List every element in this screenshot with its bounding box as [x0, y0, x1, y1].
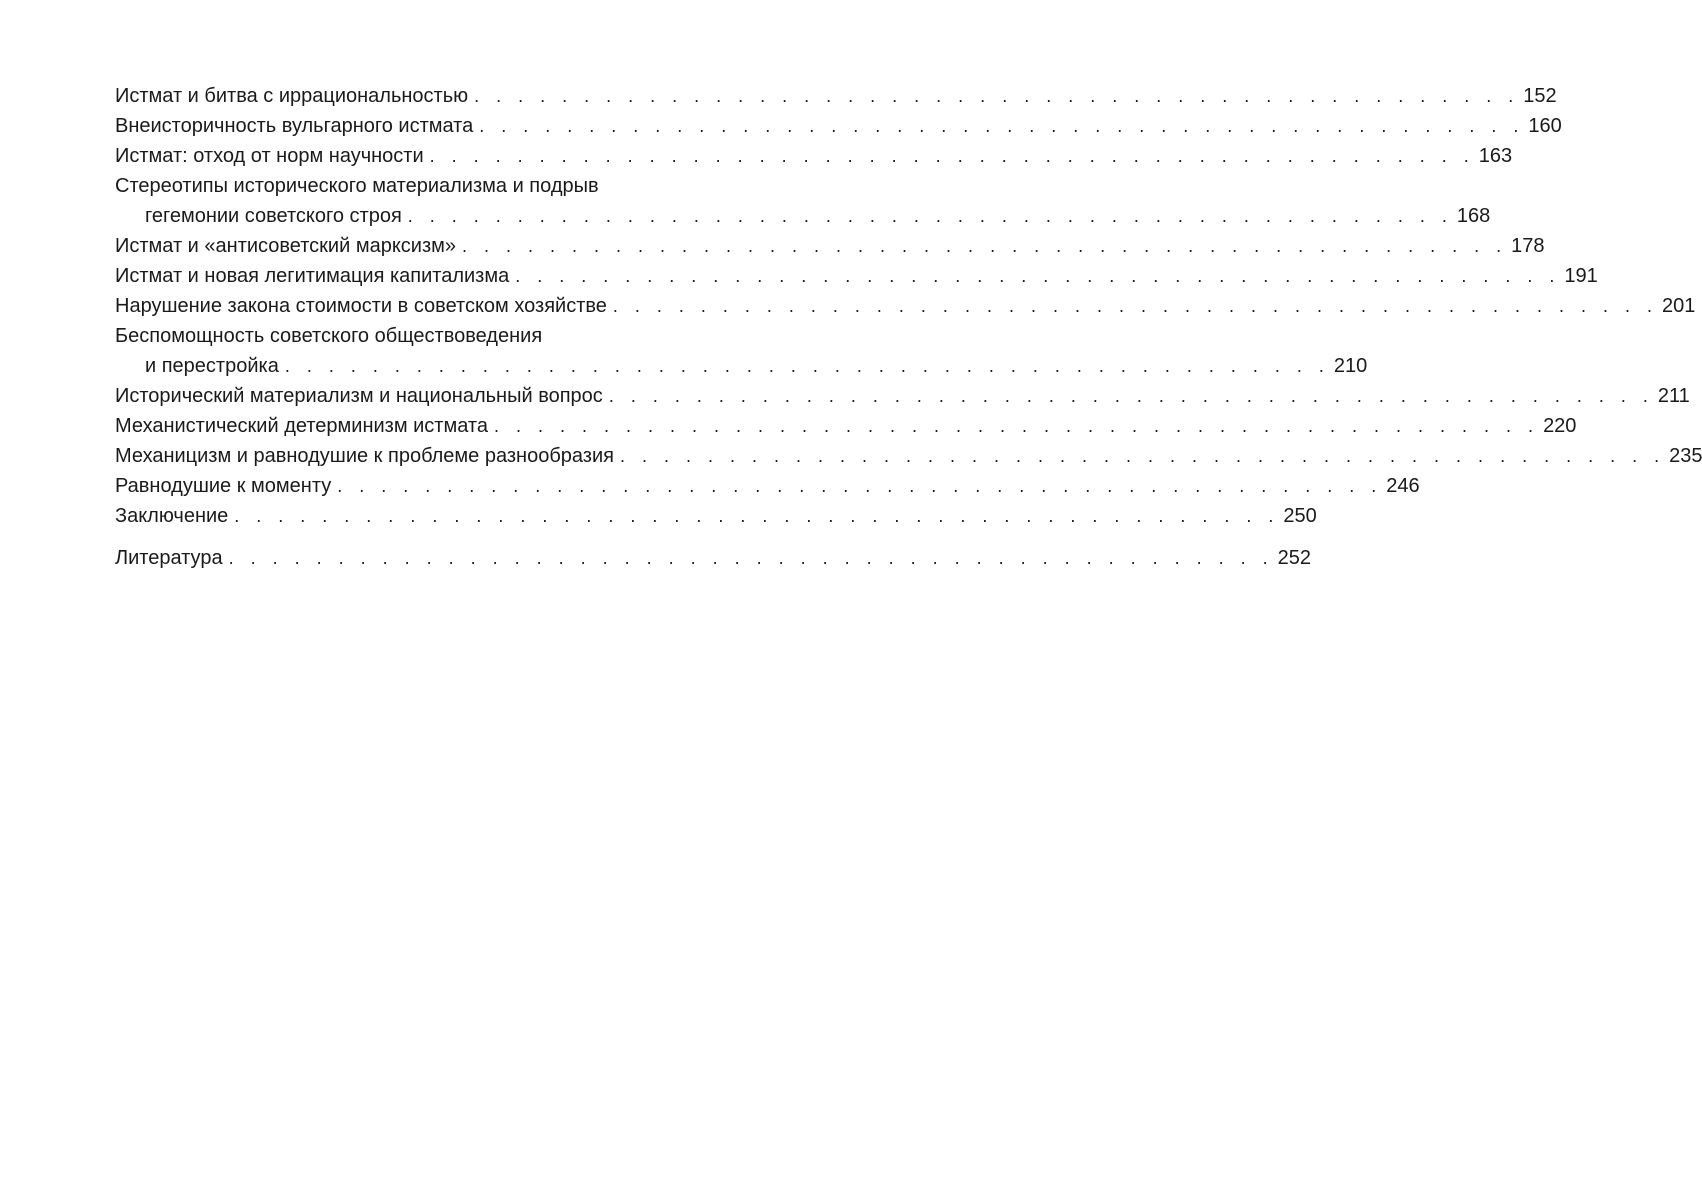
dot-leader: . . . . . . . . . . . . . . . . . . . . . . . . . . . . . . . . . . . . . . . . . . . . . . . .: [515, 266, 1561, 286]
toc-entry-title: Истмат: отход от норм научности: [115, 145, 424, 167]
toc-page-number: 191: [1564, 265, 1598, 287]
dot-leader: . . . . . . . . . . . . . . . . . . . . . . . . . . . . . . . . . . . . . . . . . . . . . . . .: [619, 446, 1666, 466]
dot-leader: . . . . . . . . . . . . . . . . . . . . . . . . . . . . . . . . . . . . . . . . . . . . . . . .: [493, 416, 1540, 436]
toc-entry[interactable]: [115, 81, 1557, 111]
toc-entry[interactable]: [115, 501, 1317, 531]
toc-entry[interactable]: [115, 381, 1690, 411]
toc-entry-title: Механицизм и равнодушие к проблеме разнообразия: [115, 445, 614, 467]
toc-page-number: 210: [1333, 355, 1368, 377]
toc-page-number: 201: [1662, 295, 1696, 317]
dot-leader: . . . . . . . . . . . . . . . . . . . . . . . . . . . . . . . . . . . . . . . . . . . . . . . .: [474, 86, 1520, 106]
toc-page-number: 220: [1543, 415, 1577, 437]
toc-entry-title: Истмат и битва с иррациональностью: [115, 85, 469, 107]
dot-leader: . . . . . . . . . . . . . . . . . . . . . . . . . . . . . . . . . . . . . . . . . . . . . . . .: [407, 206, 1453, 226]
toc-entry-literature[interactable]: [115, 543, 1312, 573]
toc-page-number: 163: [1478, 145, 1513, 167]
dot-leader: . . . . . . . . . . . . . . . . . . . . . . . . . . . . . . . . . . . . . . . . . . . . . . . .: [284, 356, 1330, 376]
toc-entry-title: Стереотипы исторического материализма и подрыв: [115, 175, 599, 197]
toc-entry[interactable]: [115, 141, 1513, 171]
toc-entry-title: Нарушение закона стоимости в советском хозяйстве: [115, 295, 607, 317]
toc-entry[interactable]: [115, 111, 1562, 141]
toc-page-number: 235: [1669, 445, 1702, 467]
toc-entry[interactable]: [115, 321, 1368, 381]
toc-entry-title: Исторический материализм и национальный вопрос: [115, 385, 603, 407]
dot-leader: . . . . . . . . . . . . . . . . . . . . . . . . . . . . . . . . . . . . . . . . . . . . . . . .: [612, 296, 1658, 316]
toc-entry[interactable]: [115, 471, 1420, 501]
toc-entry-title: Равнодушие к моменту: [115, 475, 332, 497]
toc-entry-title: Механистический детерминизм истмата: [115, 415, 488, 437]
dot-leader: . . . . . . . . . . . . . . . . . . . . . . . . . . . . . . . . . . . . . . . . . . . . . . . .: [462, 236, 1508, 256]
toc-page-number: 252: [1277, 547, 1312, 569]
toc-entry-title: Беспомощность советского обществоведения: [115, 325, 543, 347]
toc-entry-title-continuation: и перестройка: [145, 355, 279, 377]
dot-leader: . . . . . . . . . . . . . . . . . . . . . . . . . . . . . . . . . . . . . . . . . . . . . . . .: [337, 476, 1383, 496]
toc-entry[interactable]: [115, 441, 1702, 471]
toc-entry[interactable]: [115, 171, 1491, 231]
toc-entry-title-continuation: гегемонии советского строя: [145, 205, 402, 227]
dot-leader: . . . . . . . . . . . . . . . . . . . . . . . . . . . . . . . . . . . . . . . . . . . . . . . .: [479, 116, 1525, 136]
toc-entry-title: Истмат и новая легитимация капитализма: [115, 265, 510, 287]
toc-entry[interactable]: [115, 261, 1598, 291]
table-of-contents: [115, 81, 1702, 573]
toc-entry-title: Внеисторичность вульгарного истмата: [115, 115, 474, 137]
toc-page-number: 160: [1528, 115, 1562, 137]
toc-entry[interactable]: [115, 291, 1696, 321]
dot-leader: . . . . . . . . . . . . . . . . . . . . . . . . . . . . . . . . . . . . . . . . . . . . . . . .: [228, 548, 1274, 568]
dot-leader: . . . . . . . . . . . . . . . . . . . . . . . . . . . . . . . . . . . . . . . . . . . . . . . .: [608, 386, 1654, 406]
dot-leader: . . . . . . . . . . . . . . . . . . . . . . . . . . . . . . . . . . . . . . . . . . . . . . . .: [234, 506, 1280, 526]
dot-leader: . . . . . . . . . . . . . . . . . . . . . . . . . . . . . . . . . . . . . . . . . . . . . . . .: [429, 146, 1475, 166]
toc-entry-title: Истмат и «антисоветский марксизм»: [115, 235, 457, 257]
toc-entry[interactable]: [115, 231, 1545, 261]
toc-page-number: 211: [1657, 385, 1690, 407]
toc-page-number: 178: [1511, 235, 1545, 257]
toc-entry[interactable]: [115, 411, 1577, 441]
toc-page-number: 152: [1523, 85, 1557, 107]
toc-page-number: 168: [1456, 205, 1491, 227]
toc-entry-title: Заключение: [115, 505, 229, 527]
toc-page-number: 250: [1283, 505, 1317, 527]
toc-entry-title: Литература: [115, 547, 223, 569]
toc-page-number: 246: [1386, 475, 1420, 497]
